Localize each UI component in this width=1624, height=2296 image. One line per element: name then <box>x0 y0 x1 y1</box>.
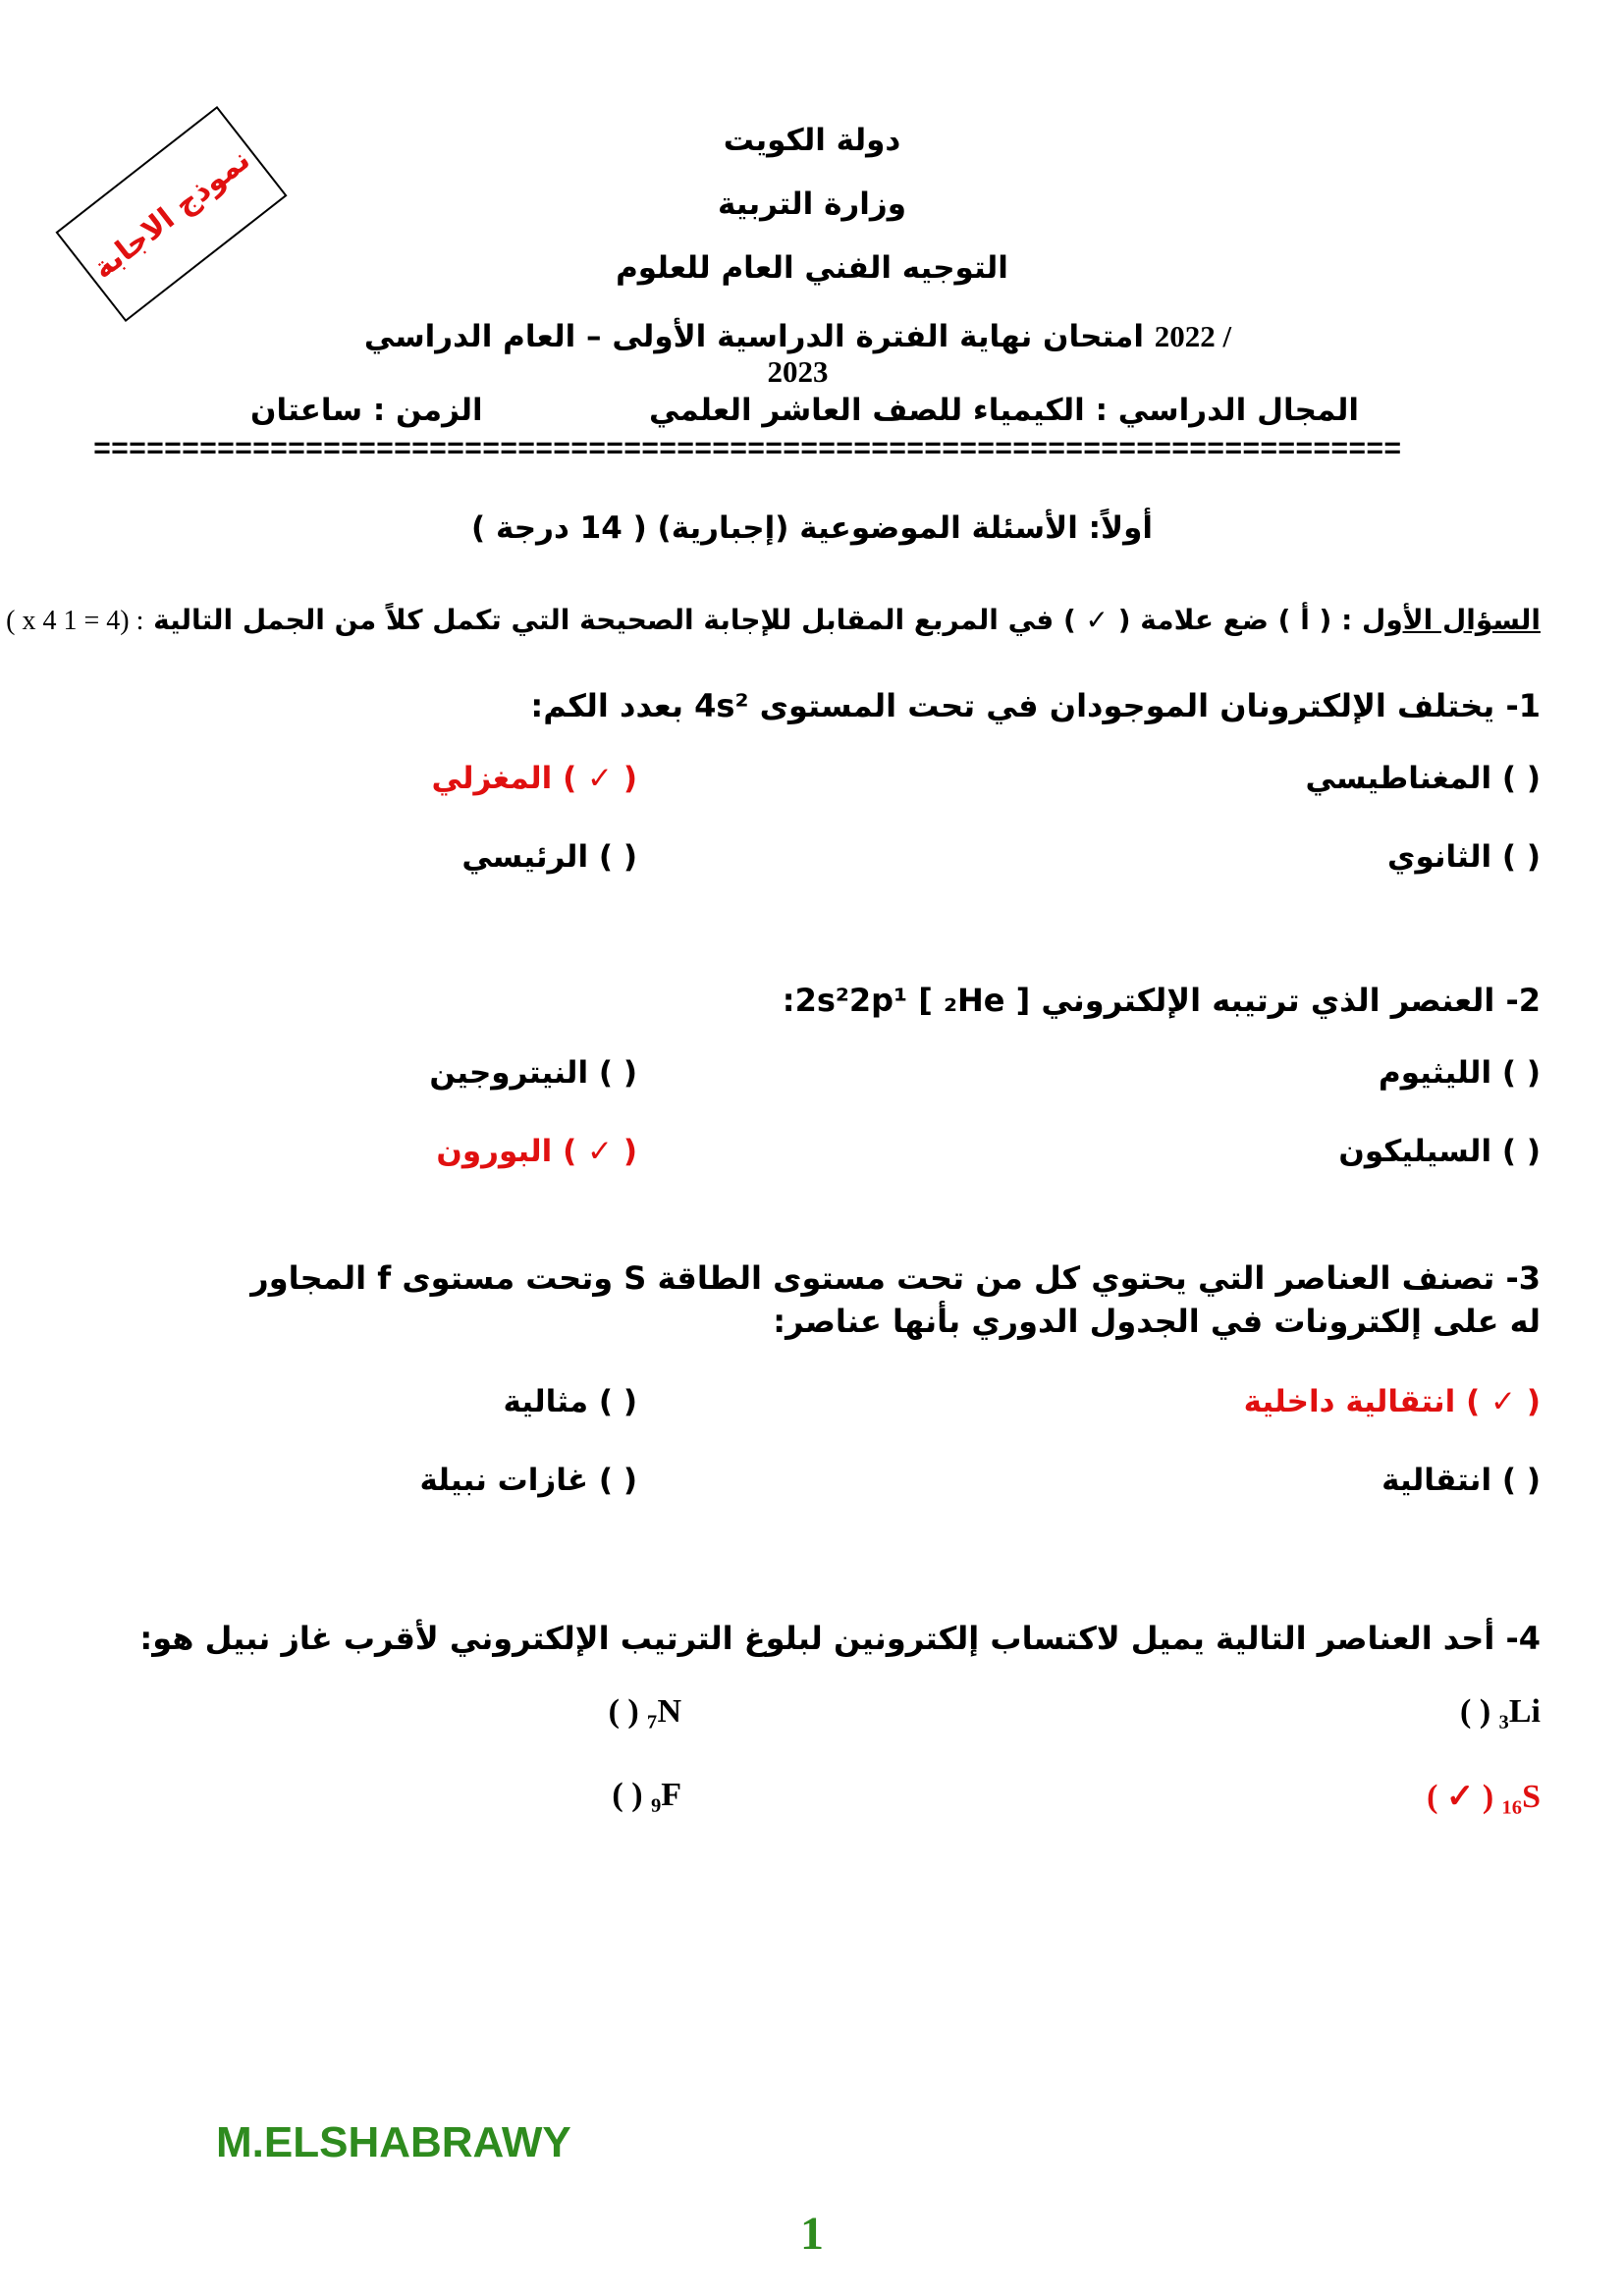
item-3-option-a[interactable]: ( ✓ ) انتقالية داخلية <box>1243 1384 1541 1419</box>
question1-label: السؤال الأول <box>1362 604 1541 636</box>
exam-title: امتحان نهاية الفترة الدراسية الأولى – العام الدراسي <box>363 319 1144 354</box>
item-3-stem: 3- تصنف العناصر التي يحتوي كل من تحت مستوى الطاقة S وتحت مستوى f المجاور له على إلكترونات في الجدول الدوري بأنها عناصر: <box>250 1259 1541 1340</box>
item-3-option-b[interactable]: ( ) مثالية <box>503 1384 637 1419</box>
exam-year: 2022 / 2023 <box>767 319 1232 389</box>
item-2-option-a[interactable]: ( ) الليثيوم <box>1379 1055 1541 1091</box>
page-number: 1 <box>800 2208 824 2260</box>
item-1-option-c[interactable]: ( ) الثانوي <box>1387 839 1541 875</box>
item-2-option-b[interactable]: ( ) النيتروجين <box>429 1055 637 1091</box>
header-directorate: التوجيه الفني العام للعلوم <box>616 250 1008 286</box>
question1-marks: : (4 = 1 x 4 ) <box>6 606 144 636</box>
item-2-option-d[interactable]: ( ✓ ) البورون <box>436 1134 637 1169</box>
separator-line: ========================================================================== <box>93 440 1402 461</box>
item-3-option-c[interactable]: ( ) انتقالية <box>1381 1463 1541 1498</box>
question1-instruction <box>6 604 1541 637</box>
item-4-option-a[interactable]: ₃Li ( ) <box>1460 1693 1541 1730</box>
header-subject: المجال الدراسي : الكيمياء للصف العاشر العلمي <box>649 393 1359 428</box>
header-exam <box>339 319 1257 390</box>
answer-key-stamp: نموذج الاجابة <box>55 106 287 322</box>
item-3-option-d[interactable]: ( ) غازات نبيلة <box>419 1463 637 1498</box>
item-2-stem: 2- العنصر الذي ترتيبه الإلكتروني 2s²2p¹ [ ₂He ]: <box>782 982 1541 1019</box>
item-1-option-b[interactable]: ( ✓ ) المغزلي <box>431 761 637 796</box>
header-time: الزمن : ساعتان <box>250 393 483 428</box>
item-4-option-d[interactable]: ₉F ( ) <box>612 1777 681 1813</box>
item-2-option-c[interactable]: ( ) السيليكون <box>1338 1134 1541 1169</box>
item-4-option-c[interactable]: ₁₆S ( ✓ ) <box>1427 1779 1541 1815</box>
item-1-stem: 1- يختلف الإلكترونان الموجودان في تحت المستوى 4s² بعدد الكم: <box>530 687 1541 724</box>
item-4-stem: 4- أحد العناصر التالية يميل لاكتساب إلكترونين لبلوغ الترتيب الإلكتروني لأقرب غاز نبيل هو: <box>139 1620 1541 1657</box>
item-1-option-a[interactable]: ( ) المغناطيسي <box>1305 761 1541 796</box>
section-title: أولاً: الأسئلة الموضوعية (إجبارية) ( 14 درجة ) <box>471 510 1153 546</box>
item-1-option-d[interactable]: ( ) الرئيسي <box>461 839 637 875</box>
header-state: دولة الكويت <box>723 123 901 158</box>
item-4-option-b[interactable]: ₇N ( ) <box>608 1693 681 1730</box>
header-ministry: وزارة التربية <box>718 187 906 222</box>
question1-text: : ( أ ) ضع علامة ( ✓ ) في المربع المقابل للإجابة الصحيحة التي تكمل كلاً من الجمل التالية <box>153 604 1353 636</box>
footer-author: M.ELSHABRAWY <box>216 2118 571 2166</box>
